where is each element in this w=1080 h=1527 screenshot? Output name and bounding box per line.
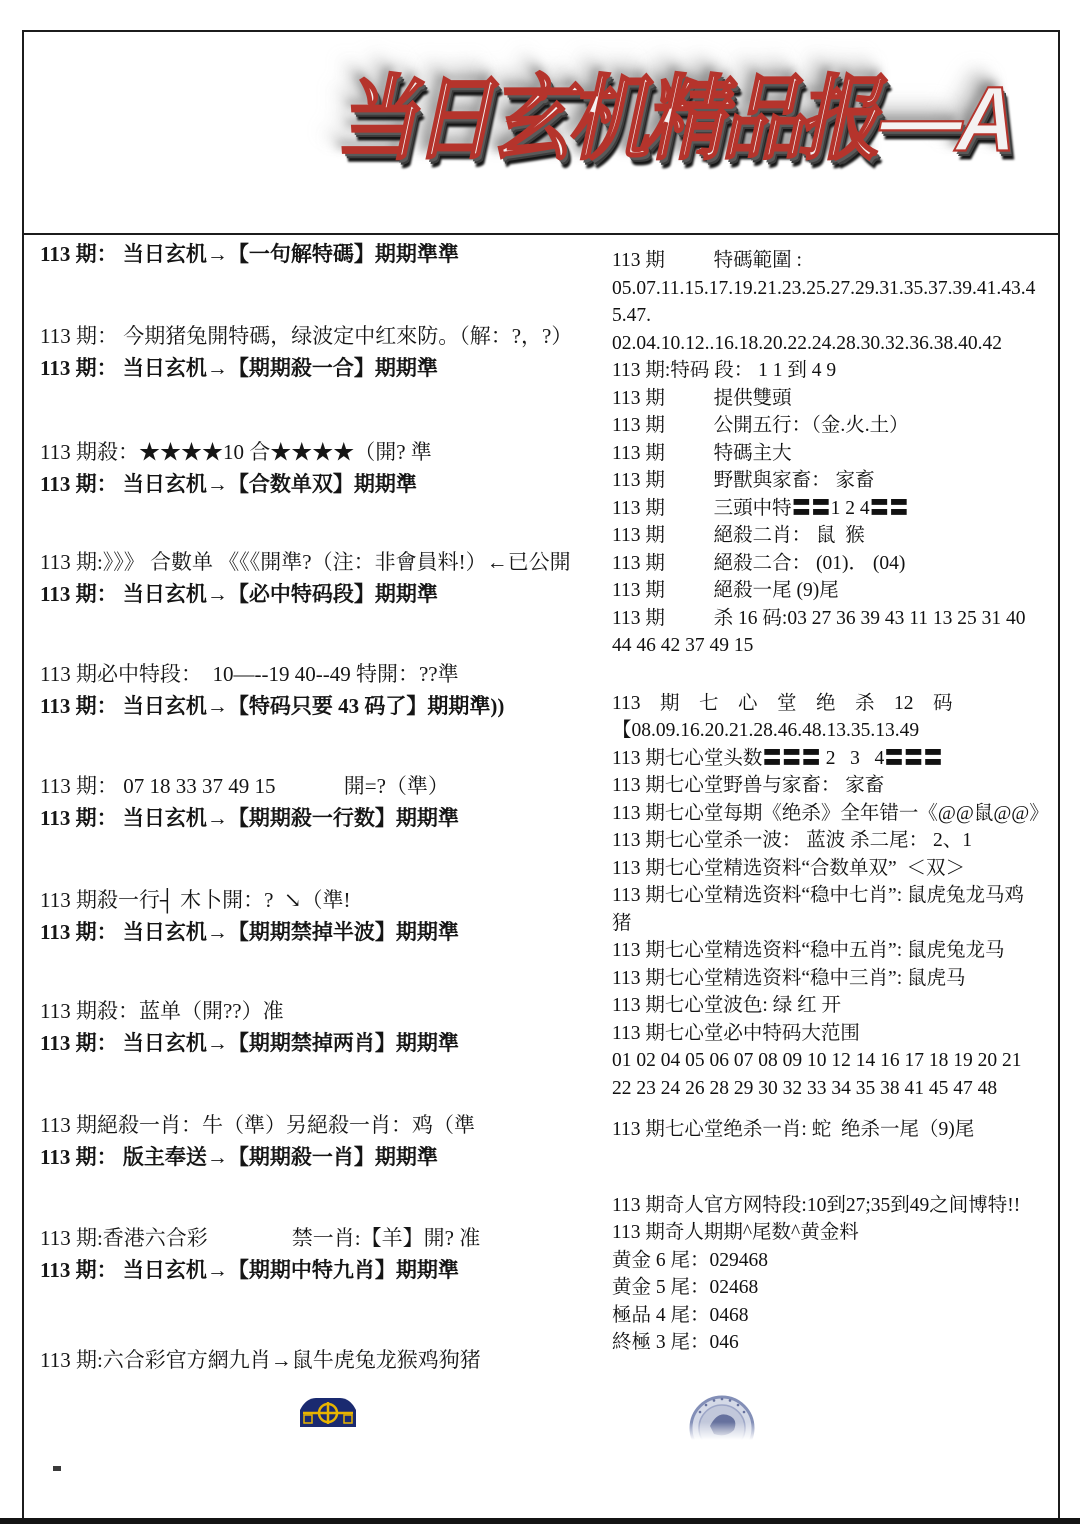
right-column-line: 01 02 04 05 06 07 08 09 10 12 14 16 17 18 19 20 21 <box>612 1050 1022 1071</box>
right-column-line: 極品 4 尾：0468 <box>612 1304 749 1326</box>
left-column-line: 113 期:香港六合彩 禁一肖:【羊】開? 准 <box>40 1226 481 1250</box>
right-column-line: 113 期 絕殺二肖： 鼠 猴 <box>612 525 865 546</box>
sheet-bottom-edge <box>0 1518 1080 1524</box>
right-column-line: 黄金 6 尾：029468 <box>612 1249 769 1271</box>
right-column-line: 113 期 特碼主大 <box>612 442 792 464</box>
right-column-line: 113 期 七 心 堂 绝 杀 12 码 <box>612 692 953 714</box>
sheet-title: 当日玄机精品报—A <box>331 68 1024 171</box>
right-column-line: 02.04.10.12..16.18.20.22.24.28.30.32.36.38.40.42 <box>612 332 1002 354</box>
left-column-line: 113 期： 当日玄机→【一句解特碼】期期準準 <box>40 242 459 266</box>
left-column-line: 113 期:六合彩官方網九肖→鼠牛虎兔龙猴鸡狗猪 <box>40 1348 481 1372</box>
bottom-left-badge <box>297 1397 359 1427</box>
left-column-line: 113 期： 当日玄机→【期期禁掉两肖】期期準 <box>40 1031 459 1055</box>
left-column-line: 113 期： 当日玄机→【必中特码段】期期準 <box>40 582 438 606</box>
right-column-line: 113 期七心堂绝杀一肖: 蛇 绝杀一尾（9)尾 <box>612 1119 975 1140</box>
circular-seal-icon <box>688 1392 756 1440</box>
left-column-line: 113 期絕殺一肖：牛（準）另絕殺一肖：鸡（準 <box>40 1113 475 1137</box>
right-column-line: 22 23 24 26 28 29 30 32 33 34 35 38 41 45 47 48 <box>612 1077 998 1099</box>
left-column-line: 113 期： 当日玄机→【特码只要 43 码了】期期準)) <box>40 694 505 718</box>
left-column-line: 113 期殺：★★★★10 合★★★★（開? 準 <box>40 440 432 464</box>
right-column-line: 113 期:特码 段： 1 1 到 4 9 <box>612 360 837 381</box>
right-column-line: 5.47. <box>612 305 651 326</box>
left-column-line: 113 期： 当日玄机→【期期禁掉半波】期期準 <box>40 920 459 944</box>
right-column <box>612 233 1054 1357</box>
right-column-line: 113 期七心堂精选资料“稳中五肖”: 鼠虎兔龙马 <box>612 940 1005 961</box>
right-column-line: 113 期七心堂头数〓〓〓 2 3 4〓〓〓 <box>612 747 943 769</box>
right-column-line: 黄金 5 尾：02468 <box>612 1277 759 1298</box>
left-column-line: 113 期： 当日玄机→【期期中特九肖】期期準 <box>40 1258 459 1282</box>
scan-mark <box>53 1466 61 1471</box>
left-column-line: 113 期殺一行┤ 木卜開：? ↘（準! <box>40 888 351 912</box>
right-column-line: 113 期奇人官方网特段:10到27;35到49之间博特!! <box>612 1194 1021 1216</box>
left-column-line: 113 期： 当日玄机→【期期殺一行数】期期準 <box>40 806 459 830</box>
right-column-line: 113 期 杀 16 码:03 27 36 39 43 11 13 25 31 40 <box>612 607 1026 629</box>
left-column-line: 113 期： 今期猪兔開特碼，绿波定中红來防。（解：?，?） <box>40 324 573 348</box>
bottom-right-seal <box>688 1392 756 1440</box>
right-column-line: 113 期七心堂精选资料“稳中三肖”: 鼠虎马 <box>612 967 966 989</box>
left-column <box>40 233 605 1376</box>
right-column-line: 終極 3 尾：046 <box>612 1332 739 1353</box>
right-column-line: 【08.09.16.20.21.28.46.48.13.35.13.49 <box>612 720 920 741</box>
right-column-line: 113 期 絕殺二合： (01)． (04) <box>612 552 906 574</box>
right-column-line: 113 期七心堂野兽与家畜： 家畜 <box>612 775 885 796</box>
left-column-line: 113 期： 当日玄机→【合数单双】期期準 <box>40 472 417 496</box>
right-column-line: 113 期七心堂波色: 绿 红 开 <box>612 995 841 1016</box>
right-column-line: 113 期 提供雙頭 <box>612 387 792 409</box>
right-column-line: 113 期 絕殺一尾 (9)尾 <box>612 580 839 601</box>
left-column-line: 113 期： 07 18 33 37 49 15 開=?（準） <box>40 774 449 798</box>
left-column-line: 113 期必中特段： 10—--19 40--49 特開：??準 <box>40 662 459 686</box>
right-column-line: 113 期七心堂必中特码大范围 <box>612 1022 860 1044</box>
right-column-line: 113 期 特碼範圍 : <box>612 250 802 271</box>
left-column-line: 113 期： 版主奉送→【期期殺一肖】期期準 <box>40 1145 438 1169</box>
right-column-line: 113 期七心堂精选资料“合数单双” ＜双＞ <box>612 857 965 879</box>
right-column-line: 113 期七心堂精选资料“稳中七肖”: 鼠虎兔龙马鸡 <box>612 885 1025 906</box>
right-column-line: 113 期 三頭中特〓〓1 2 4〓〓 <box>612 497 909 519</box>
right-column-line: 113 期七心堂每期《绝杀》全年错一《@@鼠@@》 <box>612 802 1049 824</box>
left-column-line: 113 期殺：蓝单（開??）准 <box>40 999 284 1023</box>
navy-yellow-badge-icon <box>297 1397 359 1427</box>
right-column-line: 113 期 野獸與家畜： 家畜 <box>612 470 875 491</box>
right-column-line: 猪 <box>612 912 632 934</box>
right-column-line: 113 期 公開五行：（金.火.土） <box>612 415 909 436</box>
masthead <box>22 30 1060 235</box>
left-column-line: 113 期： 当日玄机→【期期殺一合】期期準 <box>40 356 438 380</box>
right-column-line: 05.07.11.15.17.19.21.23.25.27.29.31.35.37.39.41.43.4 <box>612 277 1036 299</box>
left-column-line: 113 期:》》》 合數单 《《《開準?（注：非會員料!）←已公開 <box>40 550 571 574</box>
right-column-line: 44 46 42 37 49 15 <box>612 635 754 656</box>
right-column-line: 113 期七心堂杀一波： 蓝波 杀二尾： 2、1 <box>612 830 973 851</box>
right-column-line: 113 期奇人期期^尾数^黄金料 <box>612 1222 859 1243</box>
